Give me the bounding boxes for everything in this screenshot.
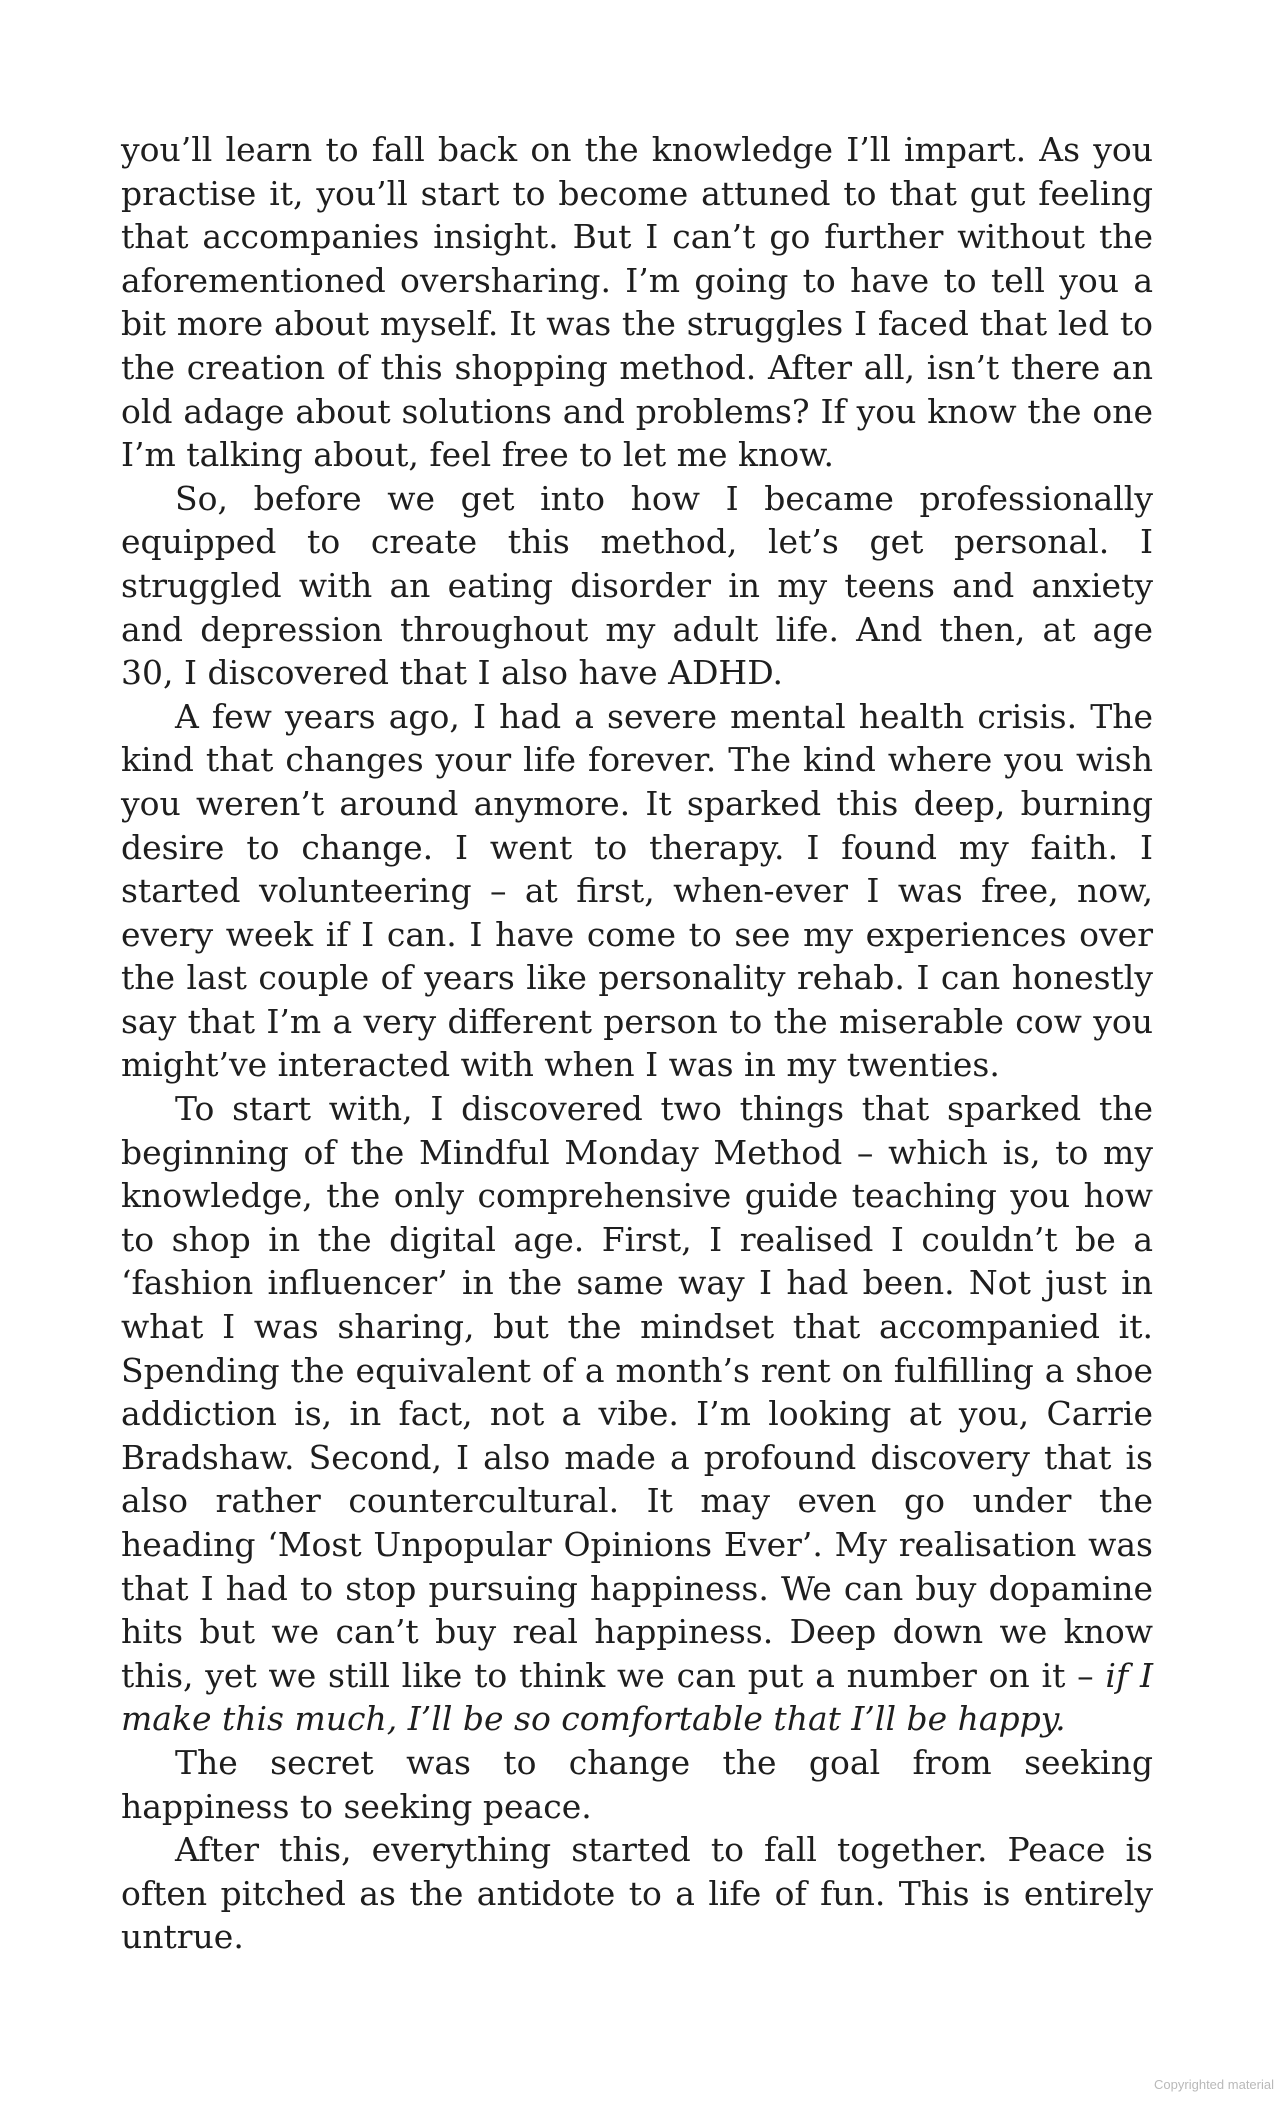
copyright-watermark: Copyrighted material xyxy=(1154,2077,1274,2092)
paragraph-1: you’ll learn to fall back on the knowledge I’ll impart. As you practise it, you’ll start to become attuned to that gut feeling that accompanies insight. But I can’t go further without the aforementioned oversharing. I’m going to have to tell you a bit more about myself. It was the struggles I faced that led to the creation of this shopping method. After all, isn’t there an old adage about solutions and problems? If you know the one I’m talking about, feel free to let me know. xyxy=(121,130,1153,475)
paragraph-6: After this, everything started to fall together. Peace is often pitched as the antidote to a life of fun. This is entirely untrue. xyxy=(121,1830,1153,1957)
paragraph-4 xyxy=(121,1087,1153,1741)
paragraph-3: A few years ago, I had a severe mental health crisis. The kind that changes your life forever. The kind where you wish you weren’t around anymore. It sparked this deep, burning desire to change. I went to therapy. I found my faith. I started volunteering – at first, when-ever I was free, now, every week if I can. I have come to see my experiences over the last couple of years like personality rehab. I can honestly say that I’m a very different person to the miserable cow you might’ve interacted with when I was in my twenties. xyxy=(121,696,1153,1085)
paragraph-2: So, before we get into how I became professionally equipped to create this method, let’s get personal. I struggled with an eating disorder in my teens and anxiety and depression throughout my adult life. And then, at age 30, I discovered that I also have ADHD. xyxy=(121,478,1153,693)
body-text xyxy=(121,128,1153,1959)
paragraph-4-text: To start with, I discovered two things that sparked the beginning of the Mindful Monday Method – which is, to my knowledge, the only comprehensive guide teaching you how to shop in the digital age. First, I realised I couldn’t be a ‘fashion influencer’ in the same way I had been. Not just in what I was sharing, but the mindset that accompanied it. Spending the equivalent of a month’s rent on fulfilling a shoe addiction is, in fact, not a vibe. I’m looking at you, Carrie Bradshaw. Second, I also made a profound discovery that is also rather countercultural. It may even go under the heading ‘Most Unpopular Opinions Ever’. My realisation was that I had to stop pursuing happiness. We can buy dopamine hits but we can’t buy real happiness. Deep down we know this, yet we still like to think we can put a number on it – xyxy=(121,1089,1153,1695)
paragraph-5: The secret was to change the goal from seeking happiness to seeking peace. xyxy=(121,1742,1153,1826)
paragraph-4-italic: if I make this much, I’ll be so comfortable that I’ll be happy. xyxy=(121,1655,1153,1739)
